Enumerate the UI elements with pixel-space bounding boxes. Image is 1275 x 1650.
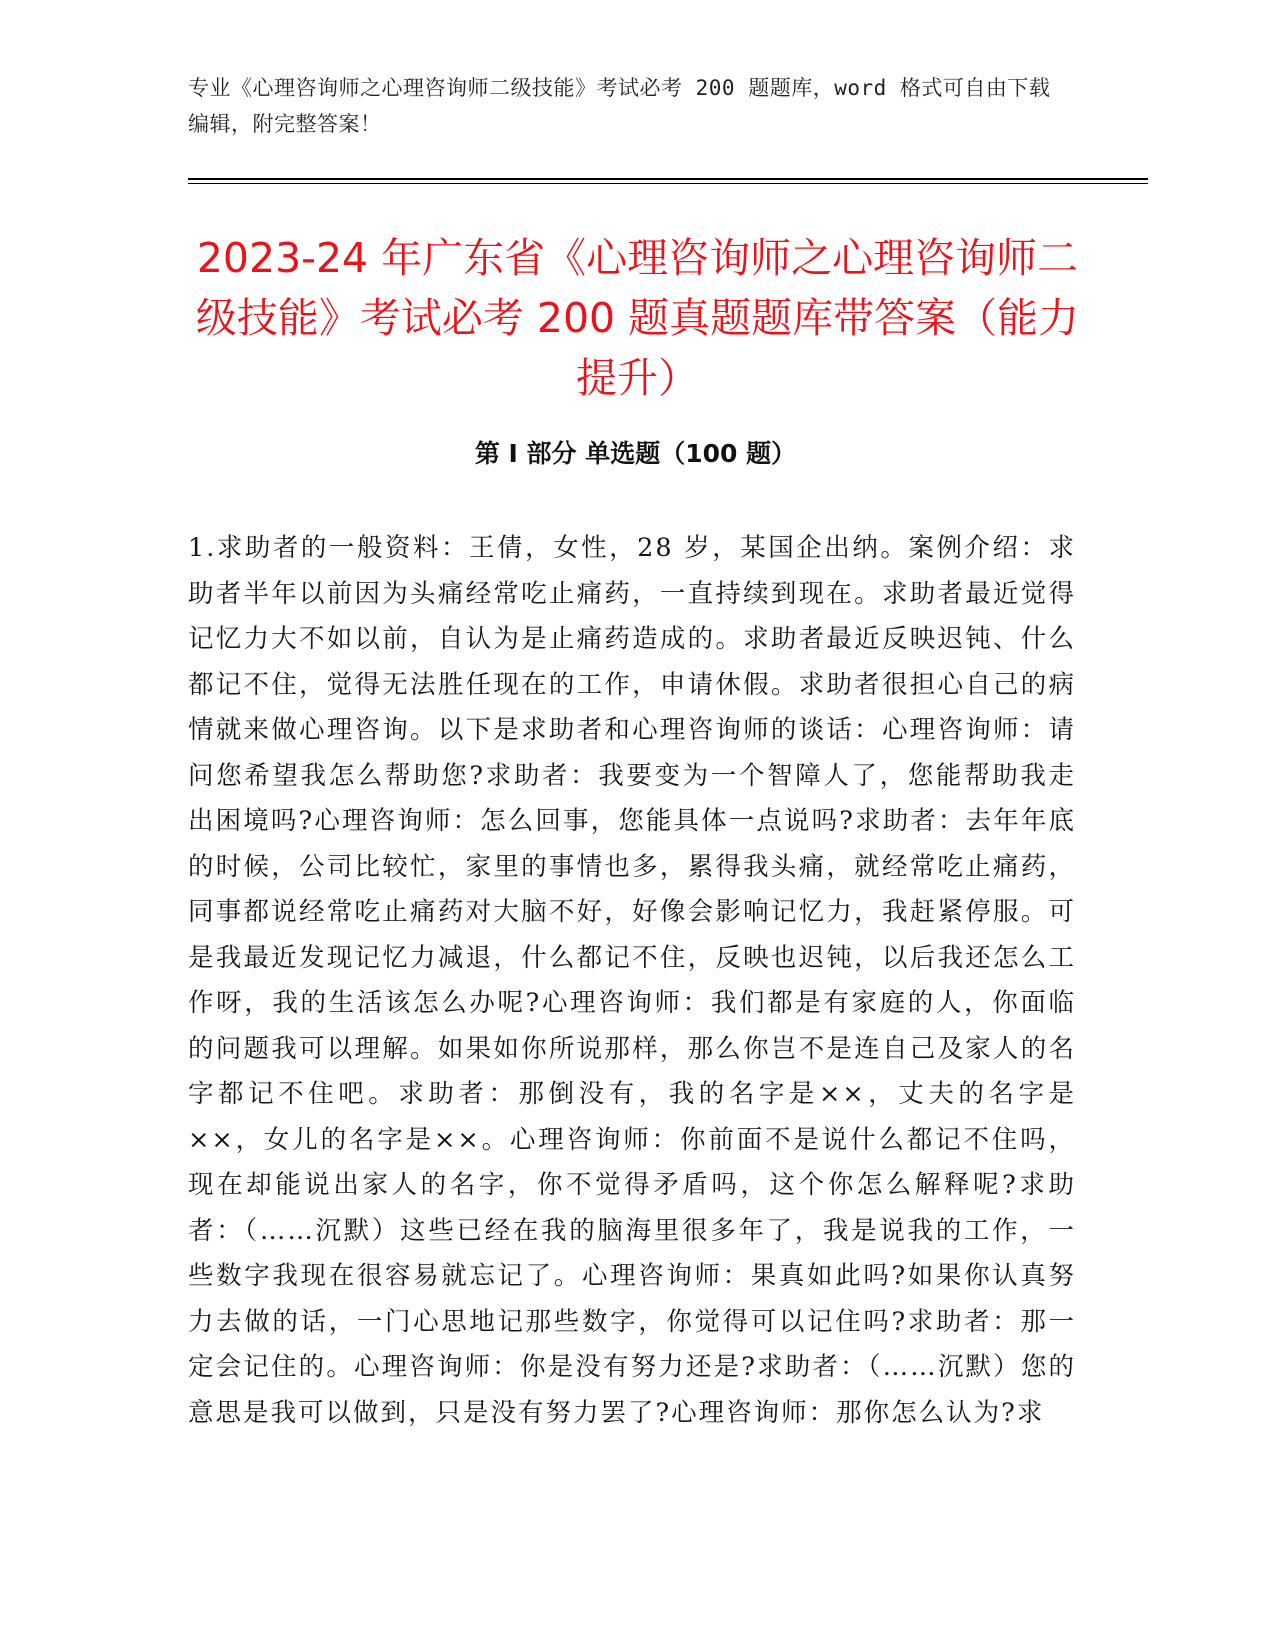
question-1-text: 1.求助者的一般资料：王倩，女性，28 岁，某国企出纳。案例介绍：求助者半年以前因为头痛经常吃止痛药，一直持续到现在。求助者最近觉得记忆力大不如以前，自认为是止痛药造成的。求助者最近反映迟钝、什么都记不住，觉得无法胜任现在的工作，申请休假。求助者很担心自己的病情就来做心理咨询。以下是求助者和心理咨询师的谈话：心理咨询师：请问您希望我怎么帮助您?求助者：我要变为一个智障人了，您能帮助我走出困境吗?心理咨询师：怎么回事，您能具体一点说吗?求助者：去年年底的时候，公司比较忙，家里的事情也多，累得我头痛，就经常吃止痛药，同事都说经常吃止痛药对大脑不好，好像会影响记忆力，我赶紧停服。可是我最近发现记忆力减退，什么都记不住，反映也迟钝，以后我还怎么工作呀，我的生活该怎么办呢?心理咨询师：我们都是有家庭的人，你面临的问题我可以理解。如果如你所说那样，那么你岂不是连自己及家人的名字都记不住吧。求助者：那倒没有，我的名字是××，丈夫的名字是××，女儿的名字是××。心理咨询师：你前面不是说什么都记不住吗，现在却能说出家人的名字，你不觉得矛盾吗，这个你怎么解释呢?求助者：（……沉默）这些已经在我的脑海里很多年了，我是说我的工作，一些数字我现在很容易就忘记了。心理咨询师：果真如此吗?如果你认真努力去做的话，一门心思地记那些数字，你觉得可以记住吗?求助者：那一定会记住的。心理咨询师：你是没有努力还是?求助者：（……沉默）您的意思是我可以做到，只是没有努力罢了?心理咨询师：那你怎么认为?求 [188, 533, 1076, 1428]
document-title: 2023-24 年广东省《心理咨询师之心理咨询师二级技能》考试必考 200 题真题题库带答案（能力提升） [195, 234, 1080, 402]
header-rule-thin [188, 183, 1148, 184]
section-heading: 第 I 部分 单选题（100 题） [474, 439, 797, 468]
header-rule-thick [188, 178, 1148, 180]
header-note: 专业《心理咨询师之心理咨询师二级技能》考试必考 200 题题库，word 格式可自由下载编辑，附完整答案！ [188, 76, 1051, 136]
